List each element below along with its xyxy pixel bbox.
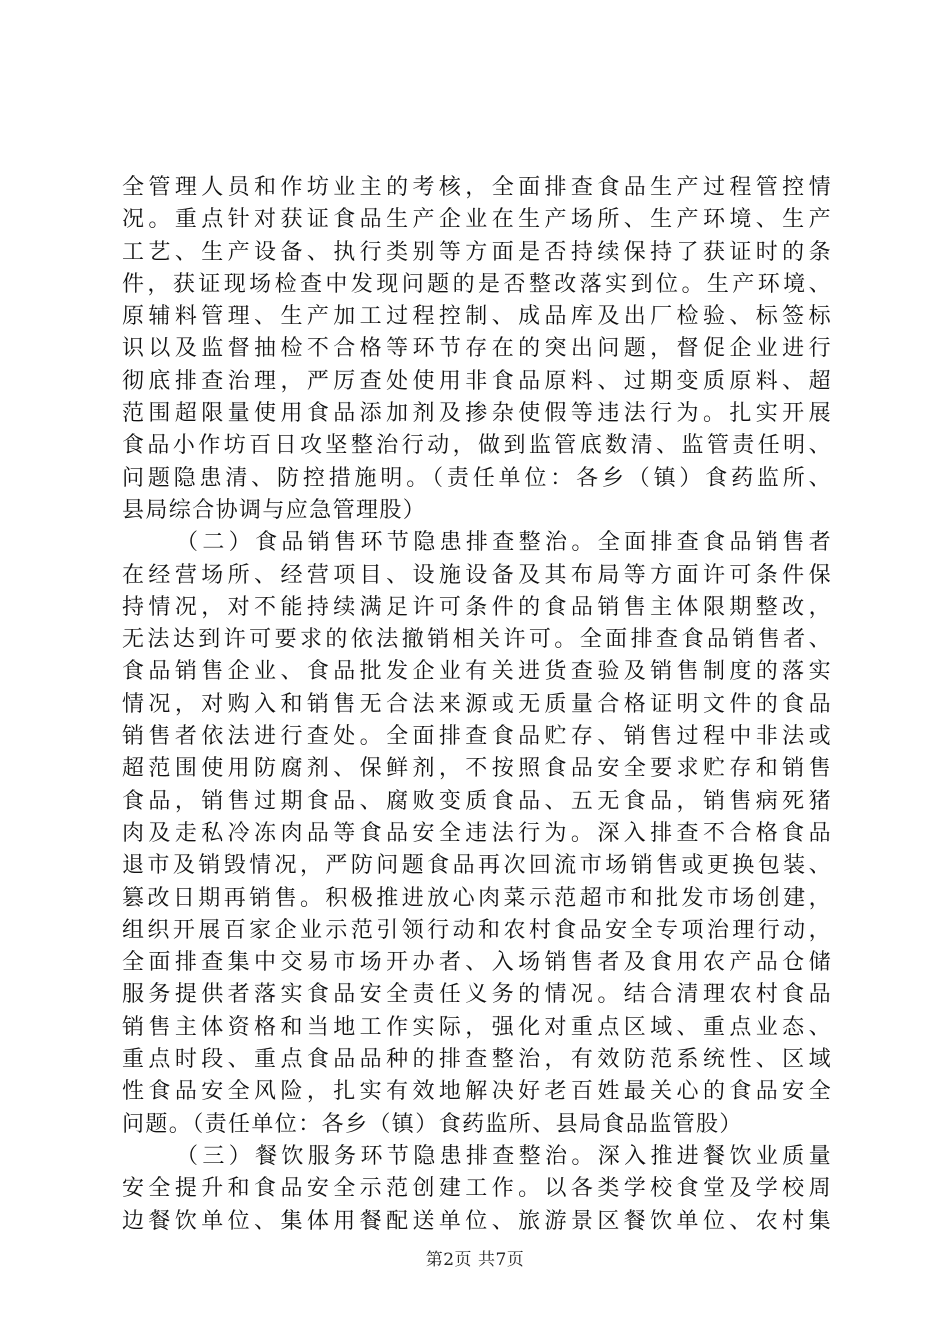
text-line: 持情况，对不能持续满足许可条件的食品销售主体限期整改， bbox=[122, 594, 832, 620]
text-line: 县局综合协调与应急管理股） bbox=[122, 497, 427, 523]
text-line: 食品，销售过期食品、腐败变质食品、五无食品，销售病死猪 bbox=[122, 788, 832, 814]
text-line: 无法达到许可要求的依法撤销相关许可。全面排查食品销售者、 bbox=[122, 627, 832, 653]
text-line: 服务提供者落实食品安全责任义务的情况。结合清理农村食品 bbox=[122, 982, 832, 1008]
text-line: 问题。（责任单位：各乡（镇）食药监所、县局食品监管股） bbox=[122, 1111, 743, 1137]
text-line: 彻底排查治理，严厉查处使用非食品原料、过期变质原料、超 bbox=[122, 368, 832, 394]
text-line: 销售者依法进行查处。全面排查食品贮存、销售过程中非法或 bbox=[122, 724, 832, 750]
text-line: 肉及走私冷冻肉品等食品安全违法行为。深入排查不合格食品 bbox=[122, 820, 832, 846]
text-line: 况。重点针对获证食品生产企业在生产场所、生产环境、生产 bbox=[122, 207, 832, 233]
text-line: 超范围使用防腐剂、保鲜剂，不按照食品安全要求贮存和销售 bbox=[122, 756, 832, 782]
text-line: 食品销售企业、食品批发企业有关进货查验及销售制度的落实 bbox=[122, 659, 832, 685]
text-line: 食品小作坊百日攻坚整治行动，做到监管底数清、监管责任明、 bbox=[122, 433, 832, 459]
text-line: 全面排查集中交易市场开办者、入场销售者及食用农产品仓储 bbox=[122, 950, 832, 976]
text-line: 情况，对购入和销售无合法来源或无质量合格证明文件的食品 bbox=[122, 691, 832, 717]
text-line: 全管理人员和作坊业主的考核，全面排查食品生产过程管控情 bbox=[122, 175, 832, 200]
text-line: （二）食品销售环节隐患排查整治。全面排查食品销售者 bbox=[176, 530, 832, 556]
text-line: 问题隐患清、防控措施明。（责任单位：各乡（镇）食药监所、 bbox=[122, 465, 832, 491]
paragraph bbox=[122, 527, 832, 1141]
text-line: 退市及销毁情况，严防问题食品再次回流市场销售或更换包装、 bbox=[122, 853, 832, 879]
text-line: 范围超限量使用食品添加剂及掺杂使假等违法行为。扎实开展 bbox=[122, 401, 832, 427]
text-line: 边餐饮单位、集体用餐配送单位、旅游景区餐饮单位、农村集 bbox=[122, 1208, 832, 1234]
text-line: 原辅料管理、生产加工过程控制、成品库及出厂检验、标签标 bbox=[122, 304, 832, 330]
text-line: 篡改日期再销售。积极推进放心肉菜示范超市和批发市场创建， bbox=[122, 885, 832, 911]
text-line: 在经营场所、经营项目、设施设备及其布局等方面许可条件保 bbox=[122, 562, 832, 588]
body-text bbox=[122, 172, 832, 1238]
page-footer: 第2页 共7页 bbox=[425, 1250, 525, 1270]
text-line: 重点时段、重点食品品种的排查整治，有效防范系统性、区域 bbox=[122, 1047, 832, 1073]
text-line: 识以及监督抽检不合格等环节存在的突出问题，督促企业进行 bbox=[122, 336, 832, 362]
text-line: （三）餐饮服务环节隐患排查整治。深入推进餐饮业质量 bbox=[176, 1143, 832, 1169]
text-line: 销售主体资格和当地工作实际，强化对重点区域、重点业态、 bbox=[122, 1014, 832, 1040]
text-line: 组织开展百家企业示范引领行动和农村食品安全专项治理行动， bbox=[122, 917, 832, 943]
text-line: 工艺、生产设备、执行类别等方面是否持续保持了获证时的条 bbox=[122, 239, 832, 265]
paragraph bbox=[122, 172, 832, 527]
paragraph bbox=[122, 1141, 832, 1238]
text-line: 性食品安全风险，扎实有效地解决好老百姓最关心的食品安全 bbox=[122, 1079, 832, 1105]
text-line: 安全提升和食品安全示范创建工作。以各类学校食堂及学校周 bbox=[122, 1176, 832, 1202]
text-line: 件，获证现场检查中发现问题的是否整改落实到位。生产环境、 bbox=[122, 271, 832, 297]
